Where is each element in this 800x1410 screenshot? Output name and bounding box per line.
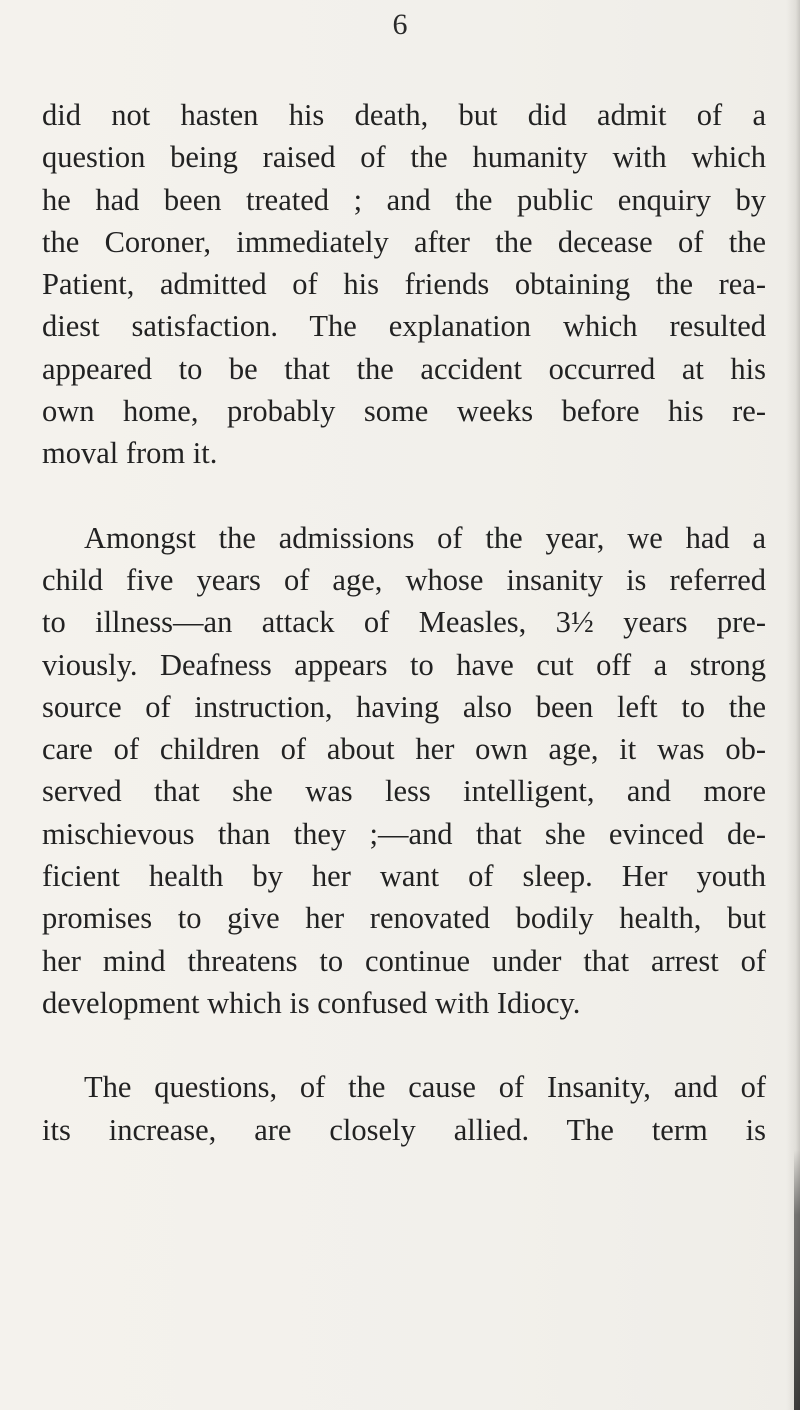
text-line: own home, probably some weeks before his re- xyxy=(42,394,766,429)
text-line: care of children of about her own age, it was ob- xyxy=(42,732,766,767)
text-line: Patient, admitted of his friends obtaining the rea- xyxy=(42,267,766,302)
text-line: its increase, are closely allied. The term is xyxy=(42,1112,766,1147)
text-line: he had been treated ; and the public enquiry by xyxy=(42,182,766,217)
text-line: source of instruction, having also been left to the xyxy=(42,689,766,724)
text-line: to illness—an attack of Measles, 3½ years pre- xyxy=(42,605,766,640)
text-line: development which is confused with Idiocy. xyxy=(42,985,581,1020)
text-line: diest satisfaction. The explanation which resulted xyxy=(42,309,766,344)
paragraph-1 xyxy=(42,94,766,475)
text-line: The questions, of the cause of Insanity, and of xyxy=(84,1070,766,1105)
text-line: her mind threatens to continue under that arrest of xyxy=(42,943,766,978)
text-line: mischievous than they ;—and that she evinced de- xyxy=(42,816,766,851)
text-line: promises to give her renovated bodily health, but xyxy=(42,901,766,936)
text-line: viously. Deafness appears to have cut off a strong xyxy=(42,647,766,682)
text-line: appeared to be that the accident occurred at his xyxy=(42,351,766,386)
text-line: question being raised of the humanity with which xyxy=(42,140,766,175)
paragraph-gap xyxy=(42,475,766,517)
text-line: child five years of age, whose insanity is referred xyxy=(42,562,766,597)
paragraph-3 xyxy=(42,1066,766,1151)
page-number: 6 xyxy=(392,8,408,41)
page-edge-binding xyxy=(794,1150,800,1410)
text-line: Amongst the admissions of the year, we had a xyxy=(84,520,766,555)
text-line: ficient health by her want of sleep. Her youth xyxy=(42,859,766,894)
text-line: the Coroner, immediately after the decease of the xyxy=(42,224,766,259)
body-text xyxy=(42,94,766,1151)
paragraph-2 xyxy=(42,517,766,1025)
text-line: moval from it. xyxy=(42,436,218,471)
text-line: did not hasten his death, but did admit of a xyxy=(42,98,766,132)
text-line: served that she was less intelligent, and more xyxy=(42,774,766,809)
paragraph-gap xyxy=(42,1024,766,1066)
